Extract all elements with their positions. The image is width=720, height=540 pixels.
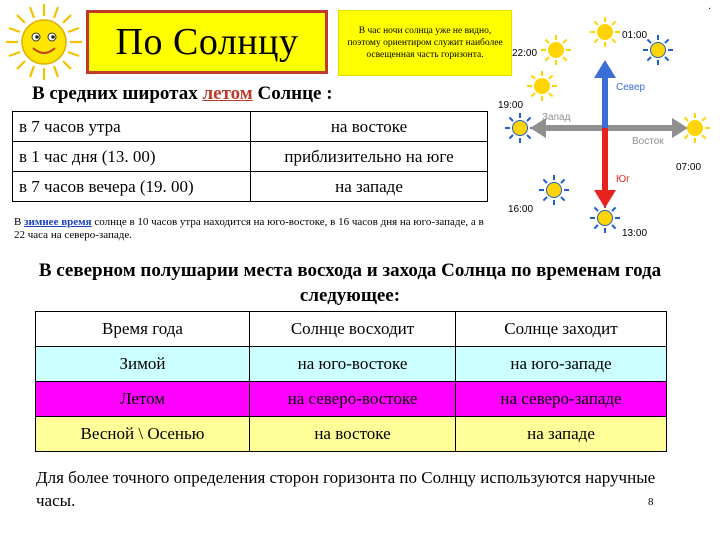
time-label-0100: 01:00 (622, 30, 648, 41)
summer-heading: В средних широтах летом Солнце : (32, 83, 333, 104)
sun-1900-icon (527, 71, 557, 101)
sun-1600-icon (539, 175, 569, 205)
time-cell: в 7 часов вечера (19. 00) (13, 172, 251, 202)
rise-cell: на северо-востоке (250, 382, 456, 417)
night-note-text: В час ночи солнца уже не видно, поэтому ориентиром служит наиболее освещенная часть горизонта. (347, 26, 503, 60)
direction-cell: на западе (251, 172, 488, 202)
table-row (13, 112, 488, 142)
footer-text: Для более точного определения сторон горизонта по Солнцу используются наручные часы. (36, 468, 656, 510)
table-row (13, 172, 488, 202)
time-label-0700: 07:00 (676, 162, 702, 173)
header-set: Солнце заходит (456, 312, 667, 347)
table-row (13, 142, 488, 172)
time-cell: в 7 часов утра (13, 112, 251, 142)
north-label: Север (616, 82, 646, 93)
direction-cell: на востоке (251, 112, 488, 142)
direction-cell: приблизительно на юге (251, 142, 488, 172)
east-label: Восток (632, 136, 664, 147)
season-cell: Весной \ Осенью (36, 417, 250, 452)
table-row (36, 382, 667, 417)
time-label-2200: 22:00 (512, 48, 538, 59)
east-arrow-icon (672, 118, 688, 138)
winter-note: В зимнее время солнце в 10 часов утра находится на юго-востоке, в 16 часов дня на юго-западе, а в 22 часа на северо-западе. (14, 216, 484, 241)
south-label: Юг (616, 174, 630, 185)
season-cell: Зимой (36, 347, 250, 382)
sun-compass-diagram (490, 10, 720, 250)
page-title: По Солнцу (115, 21, 299, 63)
set-cell: на северо-западе (456, 382, 667, 417)
header-season: Время года (36, 312, 250, 347)
season-cell: Летом (36, 382, 250, 417)
time-label-1600: 16:00 (508, 204, 534, 215)
summer-sun-table (12, 111, 488, 202)
table-row (36, 347, 667, 382)
header-rise: Солнце восходит (250, 312, 456, 347)
table-header-row (36, 312, 667, 347)
seasons-table (35, 311, 667, 452)
set-cell: на западе (456, 417, 667, 452)
sun-0100-icon (590, 17, 620, 47)
south-arrow-icon (594, 190, 616, 208)
table-row (36, 417, 667, 452)
time-cell: в 1 час дня (13. 00) (13, 142, 251, 172)
rise-cell: на юго-востоке (250, 347, 456, 382)
west-label: Запад (542, 112, 571, 123)
corner-mark: · (708, 4, 712, 15)
smiling-sun-icon (2, 0, 86, 84)
north-arrow-icon (594, 60, 616, 78)
page-number: 8 (648, 496, 654, 508)
sun-0100-night-icon (643, 35, 673, 65)
hemisphere-heading: В северном полушарии места восхода и захода Солнца по временам года следующее: (38, 260, 662, 306)
winter-note-emphasis: зимнее время (24, 216, 92, 228)
night-note-box (338, 10, 512, 76)
sun-2200-icon (541, 35, 571, 65)
title-box (86, 10, 328, 74)
rise-cell: на востоке (250, 417, 456, 452)
time-label-1300: 13:00 (622, 228, 648, 239)
summer-heading-emphasis: летом (202, 83, 253, 104)
set-cell: на юго-западе (456, 347, 667, 382)
time-label-1900: 19:00 (498, 100, 524, 111)
